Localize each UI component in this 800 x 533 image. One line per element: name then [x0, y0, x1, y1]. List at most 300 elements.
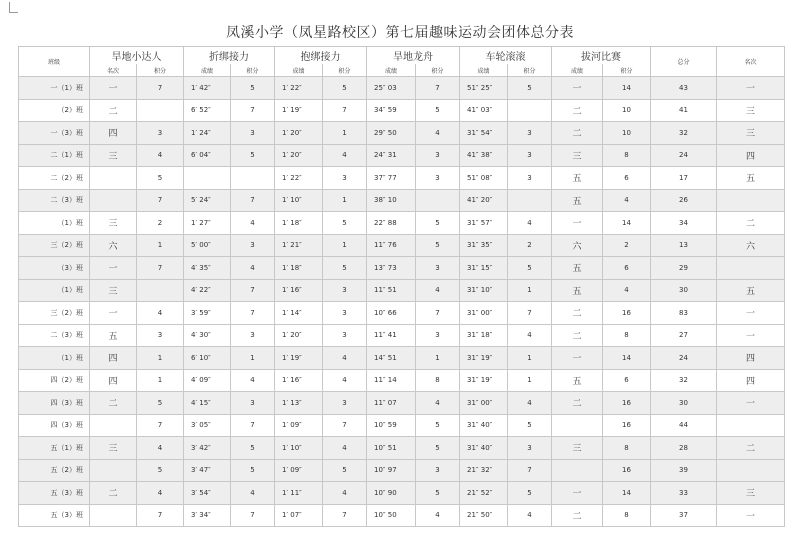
table-row [19, 212, 785, 235]
header-sub: 成绩 [275, 64, 323, 77]
final-rank-cell: 二 [717, 212, 785, 235]
score-cell: 3 [323, 324, 367, 347]
result-cell: 3′ 54″ [184, 482, 231, 505]
header-sub: 积分 [508, 64, 552, 77]
header-sub: 积分 [603, 64, 651, 77]
score-cell: 4 [416, 279, 460, 302]
score-cell: 4 [508, 504, 552, 527]
header-total: 总分 [651, 47, 717, 77]
final-rank-cell [717, 189, 785, 212]
result-cell: 1′ 19″ [275, 347, 323, 370]
class-cell: 二（3）班 [19, 324, 90, 347]
score-cell: 3 [137, 324, 184, 347]
score-cell: 4 [603, 189, 651, 212]
result-cell: 6′ 04″ [184, 144, 231, 167]
score-cell: 3 [323, 302, 367, 325]
final-rank-cell: 一 [717, 324, 785, 347]
rank-cell [552, 459, 603, 482]
result-cell [184, 167, 231, 190]
header-sub: 成绩 [367, 64, 416, 77]
score-cell: 4 [137, 482, 184, 505]
final-rank-cell: 五 [717, 167, 785, 190]
score-cell: 4 [323, 482, 367, 505]
class-cell: 二（2）班 [19, 167, 90, 190]
total-cell: 30 [651, 392, 717, 415]
score-cell: 1 [137, 369, 184, 392]
class-cell: 三（2）班 [19, 302, 90, 325]
score-cell: 7 [231, 99, 275, 122]
table-row [19, 414, 785, 437]
total-cell: 41 [651, 99, 717, 122]
score-cell: 5 [137, 167, 184, 190]
result-cell: 6′ 52″ [184, 99, 231, 122]
rank-cell: 一 [552, 77, 603, 100]
score-cell: 7 [137, 77, 184, 100]
class-cell: 一（3）班 [19, 122, 90, 145]
score-cell: 1 [231, 347, 275, 370]
score-cell: 5 [508, 77, 552, 100]
class-cell: 四（3）班 [19, 414, 90, 437]
total-cell: 13 [651, 234, 717, 257]
result-cell: 41″ 03″ [460, 99, 508, 122]
score-cell: 1 [137, 347, 184, 370]
score-cell: 3 [231, 392, 275, 415]
score-cell: 5 [416, 99, 460, 122]
result-cell: 4′ 09″ [184, 369, 231, 392]
score-cell: 10 [603, 122, 651, 145]
page-title: 凤溪小学（凤星路校区）第七届趣味运动会团体总分表 [226, 25, 574, 41]
result-cell: 1′ 20″ [275, 324, 323, 347]
result-cell: 1′ 42″ [184, 77, 231, 100]
rank-cell: 五 [90, 324, 137, 347]
result-cell: 31″ 15″ [460, 257, 508, 280]
total-cell: 44 [651, 414, 717, 437]
result-cell: 1′ 27″ [184, 212, 231, 235]
result-cell: 5′ 24″ [184, 189, 231, 212]
result-cell: 31″ 00″ [460, 392, 508, 415]
result-cell: 3′ 59″ [184, 302, 231, 325]
result-cell: 3′ 34″ [184, 504, 231, 527]
result-cell: 31″ 40″ [460, 414, 508, 437]
score-cell: 5 [323, 212, 367, 235]
score-cell: 7 [231, 189, 275, 212]
rank-cell: 一 [552, 212, 603, 235]
class-cell: 五（3）班 [19, 504, 90, 527]
rank-cell: 四 [90, 122, 137, 145]
total-cell: 32 [651, 369, 717, 392]
score-cell: 4 [603, 279, 651, 302]
final-rank-cell: 六 [717, 234, 785, 257]
score-cell [137, 99, 184, 122]
total-cell: 43 [651, 77, 717, 100]
rank-cell: 三 [552, 437, 603, 460]
score-cell: 5 [416, 482, 460, 505]
rank-cell: 二 [552, 324, 603, 347]
score-cell: 4 [137, 302, 184, 325]
result-cell: 1′ 13″ [275, 392, 323, 415]
score-cell: 7 [323, 414, 367, 437]
score-cell: 2 [603, 234, 651, 257]
score-cell: 6 [603, 257, 651, 280]
rank-cell: 二 [552, 504, 603, 527]
score-cell: 3 [416, 167, 460, 190]
result-cell: 29″ 50 [367, 122, 416, 145]
score-cell: 16 [603, 302, 651, 325]
score-cell: 7 [231, 279, 275, 302]
score-cell [508, 99, 552, 122]
result-cell: 31″ 57″ [460, 212, 508, 235]
result-cell: 1′ 09″ [275, 459, 323, 482]
score-cell: 14 [603, 212, 651, 235]
class-cell: 三（2）班 [19, 234, 90, 257]
table-row [19, 144, 785, 167]
table-row [19, 504, 785, 527]
final-rank-cell [717, 414, 785, 437]
final-rank-cell: 三 [717, 482, 785, 505]
final-rank-cell: 一 [717, 392, 785, 415]
score-cell: 5 [416, 437, 460, 460]
result-cell: 34″ 59 [367, 99, 416, 122]
score-cell: 16 [603, 392, 651, 415]
result-cell: 31″ 54″ [460, 122, 508, 145]
score-cell: 4 [231, 369, 275, 392]
rank-cell: 五 [552, 279, 603, 302]
score-cell: 4 [231, 482, 275, 505]
table-row [19, 392, 785, 415]
score-cell: 3 [416, 324, 460, 347]
header-event: 旱地龙舟 [367, 47, 460, 65]
score-cell: 7 [231, 414, 275, 437]
total-cell: 26 [651, 189, 717, 212]
score-cell: 2 [137, 212, 184, 235]
result-cell: 1′ 24″ [184, 122, 231, 145]
score-cell: 5 [416, 414, 460, 437]
result-cell: 21″ 50″ [460, 504, 508, 527]
rank-cell [90, 504, 137, 527]
total-cell: 17 [651, 167, 717, 190]
result-cell: 11″ 07 [367, 392, 416, 415]
score-cell: 3 [231, 234, 275, 257]
score-cell: 7 [231, 302, 275, 325]
header-sub: 名次 [90, 64, 137, 77]
final-rank-cell: 四 [717, 144, 785, 167]
result-cell: 11″ 76 [367, 234, 416, 257]
rank-cell: 五 [552, 167, 603, 190]
rank-cell: 五 [552, 257, 603, 280]
score-cell: 8 [603, 504, 651, 527]
page-corner-mark [9, 2, 18, 13]
final-rank-cell: 一 [717, 504, 785, 527]
result-cell: 4′ 22″ [184, 279, 231, 302]
score-cell: 4 [508, 324, 552, 347]
score-cell: 5 [231, 459, 275, 482]
table-row [19, 167, 785, 190]
class-cell: 五（1）班 [19, 437, 90, 460]
rank-cell: 三 [552, 144, 603, 167]
table-row [19, 437, 785, 460]
class-cell: 二（3）班 [19, 189, 90, 212]
result-cell: 11″ 41 [367, 324, 416, 347]
score-cell: 16 [603, 414, 651, 437]
score-cell: 14 [603, 482, 651, 505]
score-cell: 4 [323, 437, 367, 460]
table-row [19, 482, 785, 505]
score-cell: 4 [231, 257, 275, 280]
score-cell: 3 [508, 122, 552, 145]
table-row [19, 459, 785, 482]
class-cell: 五（2）班 [19, 459, 90, 482]
result-cell: 5′ 00″ [184, 234, 231, 257]
rank-cell: 二 [552, 392, 603, 415]
rank-cell: 三 [90, 279, 137, 302]
header-event: 折绑接力 [184, 47, 275, 65]
result-cell: 22″ 88 [367, 212, 416, 235]
score-cell: 8 [416, 369, 460, 392]
score-cell: 5 [323, 77, 367, 100]
total-cell: 32 [651, 122, 717, 145]
total-cell: 28 [651, 437, 717, 460]
table-row [19, 234, 785, 257]
score-cell: 4 [416, 504, 460, 527]
final-rank-cell: 四 [717, 369, 785, 392]
final-rank-cell: 四 [717, 347, 785, 370]
result-cell: 37″ 77 [367, 167, 416, 190]
table-body [19, 77, 785, 527]
score-cell: 4 [416, 122, 460, 145]
score-cell: 4 [508, 212, 552, 235]
result-cell: 1′ 09″ [275, 414, 323, 437]
result-cell: 31″ 18″ [460, 324, 508, 347]
result-cell: 1′ 10″ [275, 437, 323, 460]
result-cell: 14″ 51 [367, 347, 416, 370]
result-cell: 10″ 90 [367, 482, 416, 505]
total-cell: 24 [651, 347, 717, 370]
score-cell: 1 [323, 122, 367, 145]
result-cell: 1′ 22″ [275, 77, 323, 100]
score-cell: 3 [508, 437, 552, 460]
score-cell: 1 [508, 369, 552, 392]
result-cell: 31″ 35″ [460, 234, 508, 257]
result-cell: 51″ 25″ [460, 77, 508, 100]
score-cell: 7 [508, 459, 552, 482]
rank-cell: 三 [90, 144, 137, 167]
header-sub: 成绩 [552, 64, 603, 77]
score-cell: 3 [323, 392, 367, 415]
result-cell: 38″ 10 [367, 189, 416, 212]
header-sub: 积分 [137, 64, 184, 77]
header-sub: 成绩 [460, 64, 508, 77]
total-cell: 29 [651, 257, 717, 280]
table-row [19, 257, 785, 280]
rank-cell: 四 [90, 369, 137, 392]
rank-cell [90, 459, 137, 482]
score-cell: 5 [231, 144, 275, 167]
score-cell: 7 [137, 504, 184, 527]
score-cell: 3 [323, 167, 367, 190]
total-cell: 37 [651, 504, 717, 527]
score-cell: 1 [416, 347, 460, 370]
score-cell: 7 [323, 99, 367, 122]
rank-cell: 六 [552, 234, 603, 257]
score-cell: 3 [508, 167, 552, 190]
total-cell: 39 [651, 459, 717, 482]
score-cell: 1 [508, 279, 552, 302]
score-cell: 1 [323, 189, 367, 212]
score-table [18, 46, 785, 527]
table-row [19, 189, 785, 212]
result-cell: 11″ 14 [367, 369, 416, 392]
score-cell: 5 [416, 234, 460, 257]
class-cell: 五（3）班 [19, 482, 90, 505]
rank-cell: 四 [90, 347, 137, 370]
score-cell: 14 [603, 77, 651, 100]
result-cell: 10″ 51 [367, 437, 416, 460]
score-cell: 7 [416, 77, 460, 100]
score-cell: 7 [323, 504, 367, 527]
total-cell: 33 [651, 482, 717, 505]
final-rank-cell: 五 [717, 279, 785, 302]
header-sub: 成绩 [184, 64, 231, 77]
table-header [19, 47, 785, 77]
result-cell: 24″ 31 [367, 144, 416, 167]
score-cell: 3 [508, 144, 552, 167]
score-cell: 16 [603, 459, 651, 482]
score-cell: 3 [137, 122, 184, 145]
result-cell: 11″ 51 [367, 279, 416, 302]
total-cell: 30 [651, 279, 717, 302]
rank-cell [90, 414, 137, 437]
rank-cell: 一 [552, 347, 603, 370]
score-cell: 4 [231, 212, 275, 235]
rank-cell: 五 [552, 189, 603, 212]
rank-cell: 三 [90, 437, 137, 460]
score-cell: 5 [508, 257, 552, 280]
final-rank-cell: 三 [717, 122, 785, 145]
result-cell: 3′ 05″ [184, 414, 231, 437]
result-cell: 3′ 42″ [184, 437, 231, 460]
score-cell: 6 [603, 167, 651, 190]
score-cell: 5 [508, 414, 552, 437]
result-cell: 10″ 50 [367, 504, 416, 527]
class-cell: 二（1）班 [19, 144, 90, 167]
result-cell: 31″ 10″ [460, 279, 508, 302]
score-cell: 1 [323, 234, 367, 257]
class-cell: （1）班 [19, 279, 90, 302]
result-cell: 1′ 20″ [275, 122, 323, 145]
score-cell: 5 [231, 437, 275, 460]
score-cell: 7 [137, 189, 184, 212]
score-cell: 2 [508, 234, 552, 257]
score-cell: 3 [323, 279, 367, 302]
score-cell: 7 [231, 504, 275, 527]
score-cell: 4 [323, 347, 367, 370]
header-event: 旱地小达人 [90, 47, 184, 65]
rank-cell: 一 [552, 482, 603, 505]
final-rank-cell: 一 [717, 302, 785, 325]
table-row [19, 369, 785, 392]
result-cell: 21″ 52″ [460, 482, 508, 505]
result-cell: 1′ 16″ [275, 369, 323, 392]
score-cell: 4 [323, 369, 367, 392]
score-cell: 3 [416, 257, 460, 280]
rank-cell: 二 [552, 99, 603, 122]
result-cell: 10″ 59 [367, 414, 416, 437]
table-row [19, 77, 785, 100]
score-cell: 5 [323, 459, 367, 482]
result-cell: 31″ 00″ [460, 302, 508, 325]
rank-cell: 二 [552, 302, 603, 325]
table-row [19, 324, 785, 347]
final-rank-cell: 二 [717, 437, 785, 460]
result-cell: 41″ 38″ [460, 144, 508, 167]
rank-cell: 一 [90, 302, 137, 325]
result-cell: 4′ 15″ [184, 392, 231, 415]
score-cell: 3 [416, 459, 460, 482]
result-cell: 41″ 20″ [460, 189, 508, 212]
result-cell: 1′ 18″ [275, 257, 323, 280]
class-cell: （1）班 [19, 212, 90, 235]
result-cell: 1′ 16″ [275, 279, 323, 302]
score-cell: 8 [603, 437, 651, 460]
rank-cell: 二 [90, 99, 137, 122]
result-cell: 25″ 03 [367, 77, 416, 100]
result-cell: 31″ 40″ [460, 437, 508, 460]
result-cell: 31″ 19″ [460, 369, 508, 392]
score-cell: 5 [137, 459, 184, 482]
score-cell: 8 [603, 144, 651, 167]
header-sub: 积分 [416, 64, 460, 77]
score-cell: 4 [416, 392, 460, 415]
class-cell: （3）班 [19, 257, 90, 280]
table-row [19, 279, 785, 302]
result-cell: 1′ 07″ [275, 504, 323, 527]
result-cell: 4′ 35″ [184, 257, 231, 280]
total-cell: 27 [651, 324, 717, 347]
score-cell: 3 [416, 144, 460, 167]
final-rank-cell [717, 459, 785, 482]
final-rank-cell [717, 257, 785, 280]
result-cell: 1′ 18″ [275, 212, 323, 235]
score-cell: 7 [416, 302, 460, 325]
result-cell: 31″ 19″ [460, 347, 508, 370]
header-event: 抱绑接力 [275, 47, 367, 65]
score-cell: 1 [137, 234, 184, 257]
score-cell: 5 [231, 77, 275, 100]
rank-cell: 一 [90, 257, 137, 280]
score-cell: 1 [508, 347, 552, 370]
total-cell: 24 [651, 144, 717, 167]
result-cell: 1′ 20″ [275, 144, 323, 167]
header-class: 班级 [19, 47, 90, 77]
header-sub: 积分 [323, 64, 367, 77]
score-cell: 4 [137, 144, 184, 167]
final-rank-cell: 一 [717, 77, 785, 100]
score-cell: 7 [137, 414, 184, 437]
header-event: 车轮滚滚 [460, 47, 552, 65]
result-cell: 1′ 11″ [275, 482, 323, 505]
rank-cell: 三 [90, 212, 137, 235]
score-cell: 5 [323, 257, 367, 280]
header-rank: 名次 [717, 47, 785, 77]
table-row [19, 347, 785, 370]
rank-cell [90, 189, 137, 212]
result-cell: 6′ 10″ [184, 347, 231, 370]
final-rank-cell: 三 [717, 99, 785, 122]
result-cell: 51″ 08″ [460, 167, 508, 190]
rank-cell: 二 [90, 392, 137, 415]
class-cell: （1）班 [19, 347, 90, 370]
rank-cell: 二 [90, 482, 137, 505]
